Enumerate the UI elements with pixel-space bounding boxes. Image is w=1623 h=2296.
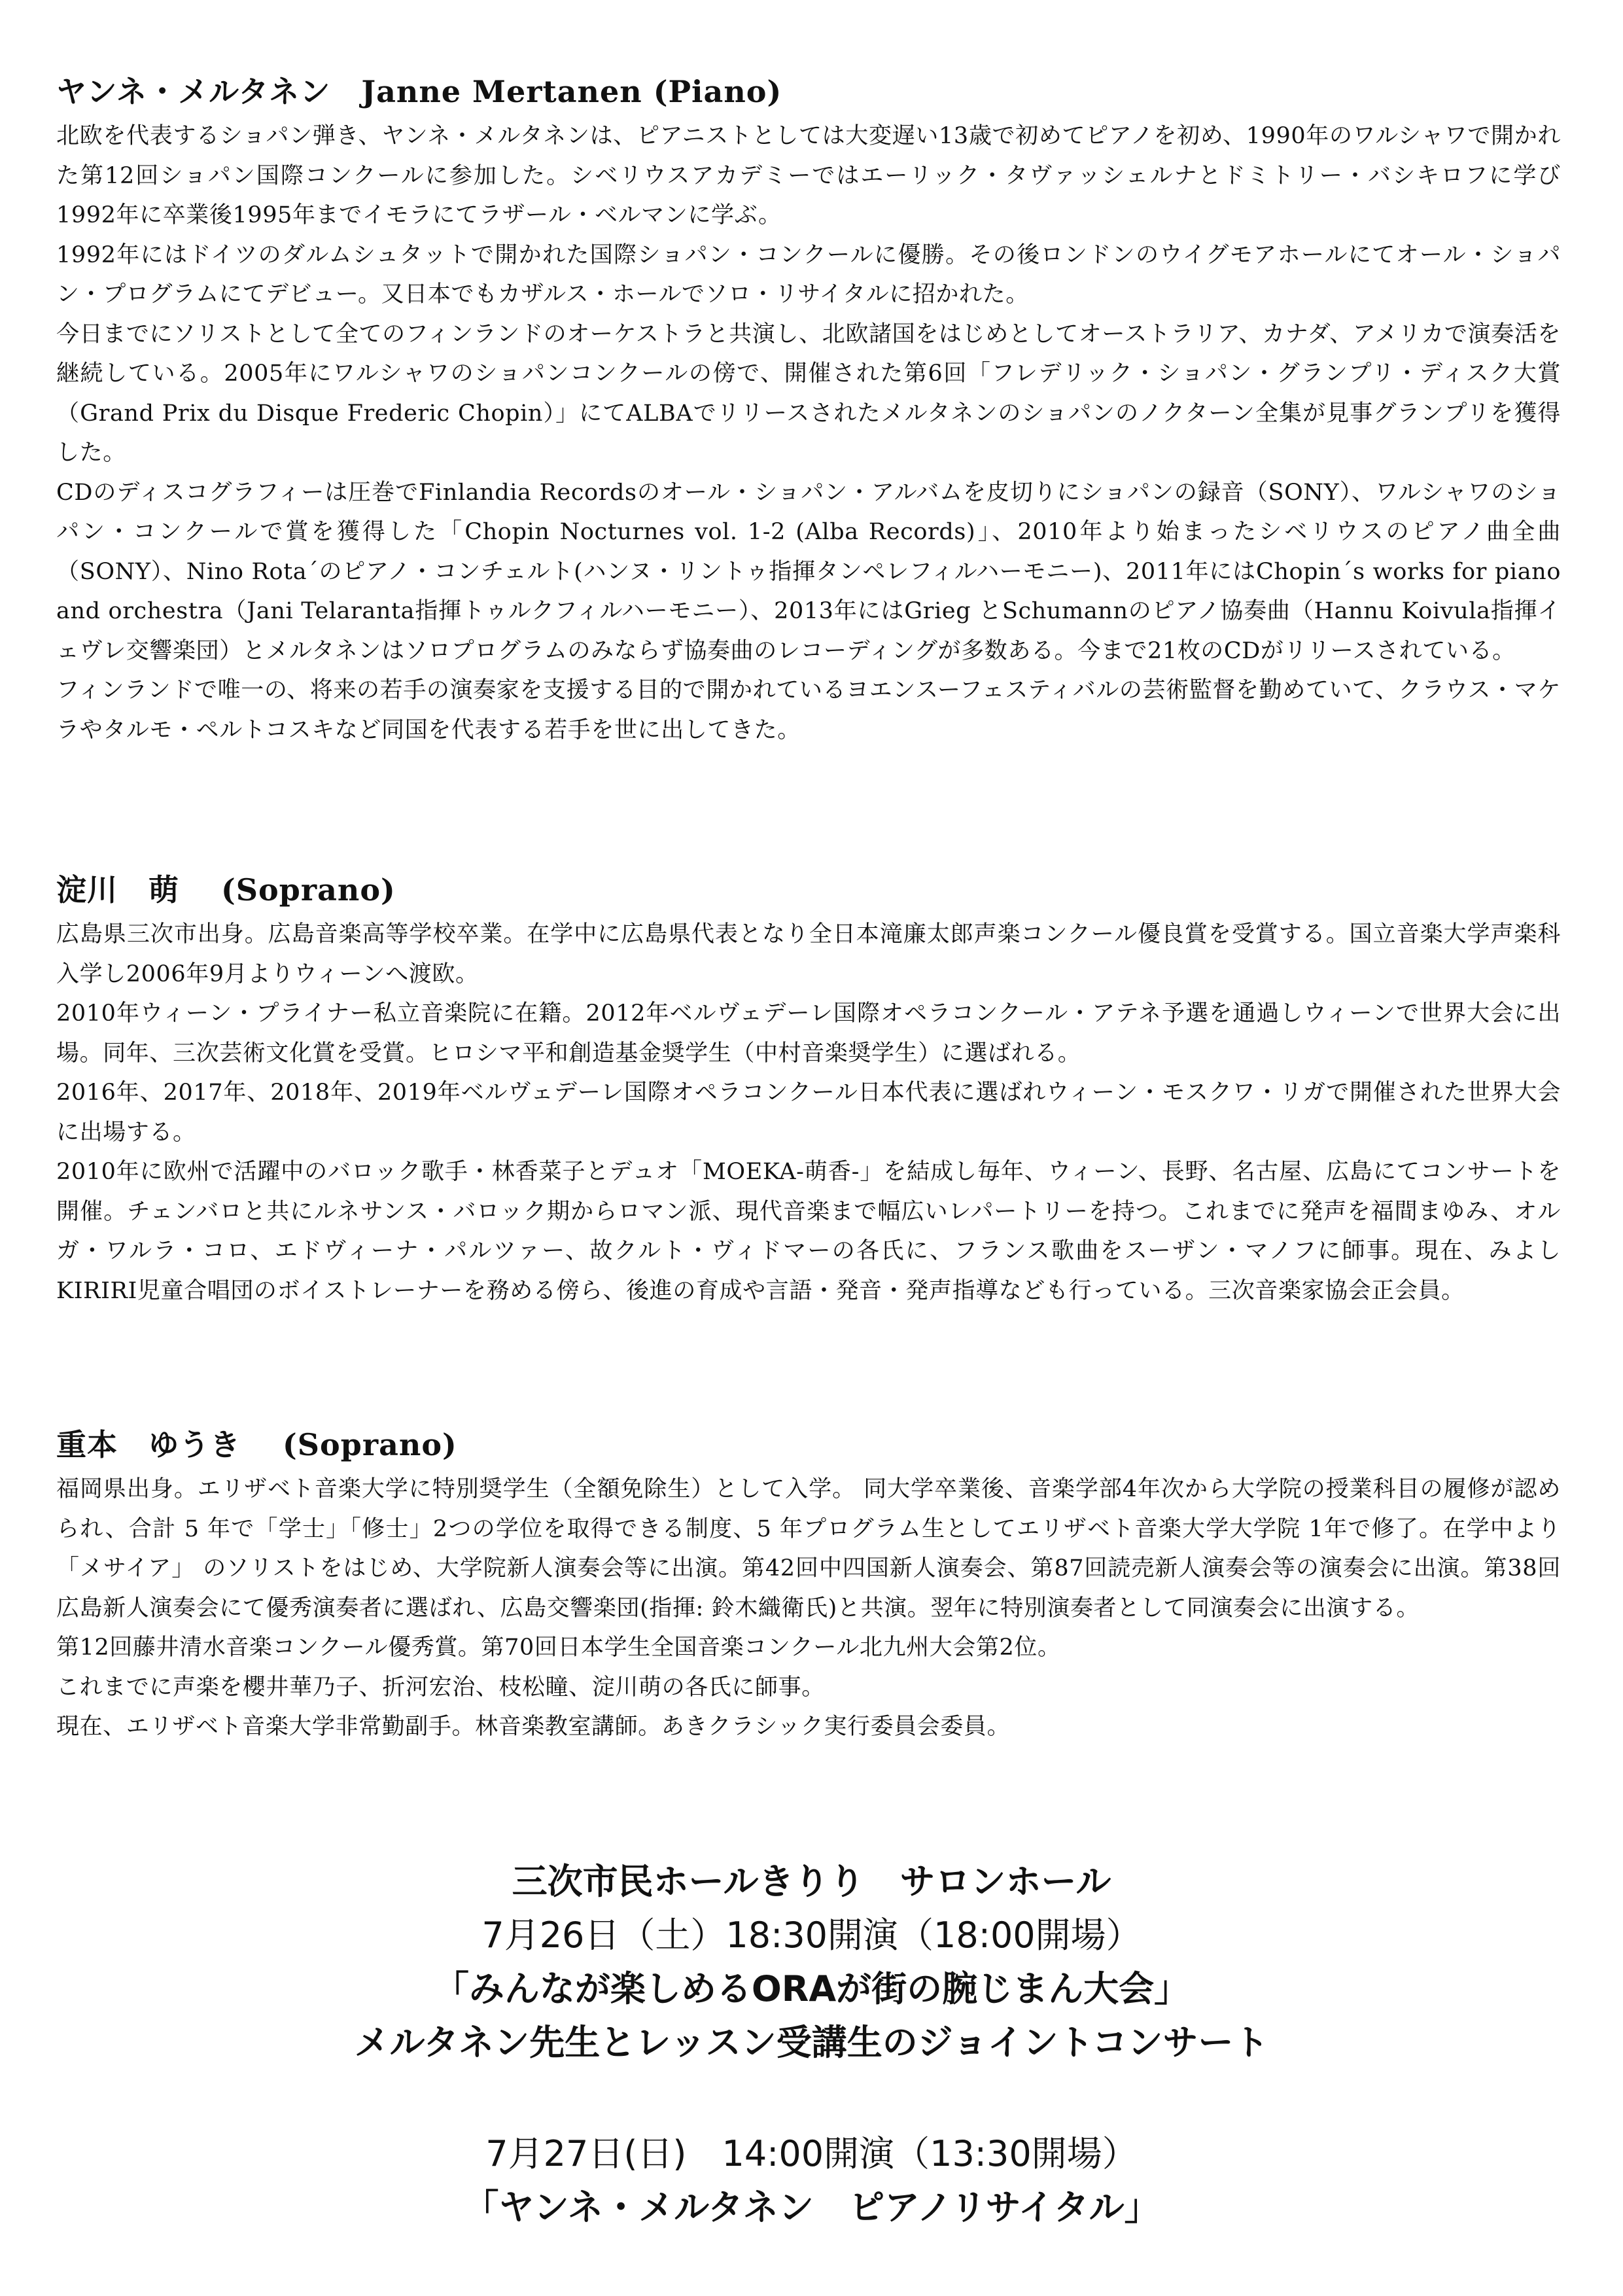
event-title-2: 「ヤンネ・メルタネン ピアノリサイタル」 [463,2187,1160,2228]
event-info [0,1855,1623,2234]
bio-heading: ヤンネ・メルタネン Janne Mertanen (Piano) [56,74,782,109]
bio-paragraph: 現在、エリザベト音楽大学非常勤副手。林音楽教室講師。あきクラシック実行委員会委員。 [56,1714,1011,1740]
bio-paragraph: 今日までにソリストとして全てのフィンランドのオーケストラと共演し、北欧諸国をはじめとしてオーストラリア、カナダ、アメリカで演奏活を継続している。2005年にワルシャワのショパンコンクールの傍で、開催された第6回「フレデリック・ショパン・グランプリ・ディスク大賞（Grand Prix du Disque Frederic Chopin）」にてALBAでリリースされたメルタネンのショパンのノクターン全集が見事グランプリを獲得した。 [56,321,1561,466]
bio-section-yodogawa [56,869,1561,1311]
bio-section-mertanen [56,71,1561,750]
bio-paragraph: 第12回藤井清水音楽コンクール優秀賞。第70回日本学生全国音楽コンクール北九州大会第2位。 [56,1634,1061,1661]
bio-paragraph: 2010年に欧州で活躍中のバロック歌手・林香菜子とデュオ「MOEKA-萌香-」を結成し毎年、ウィーン、長野、名古屋、広島にてコンサートを開催。チェンバロと共にルネサンス・バロック期からロマン派、現代音楽まで幅広いレパートリーを持つ。これまでに発声を福間まゆみ、オルガ・ワルラ・コロ、エドヴィーナ・パルツァー、故クルト・ヴィドマーの各氏に、フランス歌曲をスーザン・マノフに師事。現在、みよしKIRIRI児童合唱団のボイストレーナーを務める傍ら、後進の育成や言語・発音・発声指導なども行っている。三次音楽家協会正会員。 [56,1159,1561,1304]
bio-paragraph: フィンランドで唯一の、将来の若手の演奏家を支援する目的で開かれているヨエンスーフェスティバルの芸術監督を勤めていて、クラウス・マケラやタルモ・ペルトコスキなど同国を代表する若手を世に出してきた。 [56,677,1561,743]
bio-section-shigemoto [56,1424,1561,1747]
bio-heading: 重本 ゆうき (Soprano) [56,1427,457,1462]
event-date-1: 7月26日（土）18:30開演（18:00開場） [481,1915,1142,1956]
event-venue: 三次市民ホールきりり サロンホール [512,1861,1111,1902]
event-subtitle-1: メルタネン先生とレッスン受講生のジョイントコンサート [354,2022,1269,2063]
bio-paragraph: 北欧を代表するショパン弾き、ヤンネ・メルタネンは、ピアニストとしては大変遅い13歳で初めてピアノを初め、1990年のワルシャワで開かれた第12回ショパン国際コンクールに参加した。シベリウスアカデミーではエーリック・タヴァッシェルナとドミトリー・バシキロフに学び1992年に卒業後1995年までイモラにてラザール・ベルマンに学ぶ。 [56,123,1561,228]
bio-paragraph: CDのディスコグラフィーは圧巻でFinlandia Recordsのオール・ショパン・アルバムを皮切りにショパンの録音（SONY）、ワルシャワのショパン・コンクールで賞を獲得した「Chopin Nocturnes vol. 1-2 (Alba Records)」、2010年より始まったシベリウスのピアノ曲全曲（SONY）、Nino Rota´のピアノ・コンチェルト(ハンヌ・リントゥ指揮タンペレフィルハーモニー)、2011年にはChopin´s works for piano and orchestra（Jani Telaranta指揮トゥルクフィルハーモニー）、2013年にはGrieg とSchumannのピアノ協奏曲（Hannu Koivula指揮イェヴレ交響楽団）とメルタネンはソロプログラムのみならず協奏曲のレコーディングが多数ある。今まで21枚のCDがリリースされている。 [56,479,1561,664]
bio-paragraph: これまでに声楽を櫻井華乃子、折河宏治、枝松瞳、淀川萌の各氏に師事。 [56,1674,825,1701]
event-title-1: 「みんなが楽しめるORAが街の腕じまん大会」 [433,1968,1190,2009]
event-date-2: 7月27日(日) 14:00開演（13:30開場） [485,2133,1138,2174]
bio-paragraph: 広島県三次市出身。広島音楽高等学校卒業。在学中に広島県代表となり全日本滝廉太郎声楽コンクール優良賞を受賞する。国立音楽大学声楽科入学し2006年9月よりウィーンへ渡欧。 [56,921,1561,987]
bio-heading: 淀川 萌 (Soprano) [56,872,396,908]
bio-paragraph: 1992年にはドイツのダルムシュタットで開かれた国際ショパン・コンクールに優勝。その後ロンドンのウイグモアホールにてオール・ショパン・プログラムにてデビュー。又日本でもカザルス・ホールでソロ・リサイタルに招かれた。 [56,241,1561,308]
event-spacer [0,2070,1623,2127]
bio-paragraph: 2016年、2017年、2018年、2019年ベルヴェデーレ国際オペラコンクール日本代表に選ばれウィーン・モスクワ・リガで開催された世界大会に出場する。 [56,1080,1561,1146]
bio-paragraph: 福岡県出身。エリザベト音楽大学に特別奨学生（全額免除生）として入学。 同大学卒業後、音楽学部4年次から大学院の授業科目の履修が認められ、合計 5 年で「学士」「修士」2つの学位を取得できる制度、5 年プログラム生としてエリザベト音楽大学大学院 1年で修了。在学中より「メサイア」 のソリストをはじめ、大学院新人演奏会等に出演。第42回中四国新人演奏会、第87回読売新人演奏会等の演奏会に出演。第38回広島新人演奏会にて優秀演奏者に選ばれ、広島交響楽団(指揮: 鈴木織衛氏)と共演。翌年に特別演奏者として同演奏会に出演する。 [56,1476,1561,1621]
bio-paragraph: 2010年ウィーン・プライナー私立音楽院に在籍。2012年ベルヴェデーレ国際オペラコンクール・アテネ予選を通過しウィーンで世界大会に出場。同年、三次芸術文化賞を受賞。ヒロシマ平和創造基金奨学生（中村音楽奨学生）に選ばれる。 [56,1000,1561,1067]
